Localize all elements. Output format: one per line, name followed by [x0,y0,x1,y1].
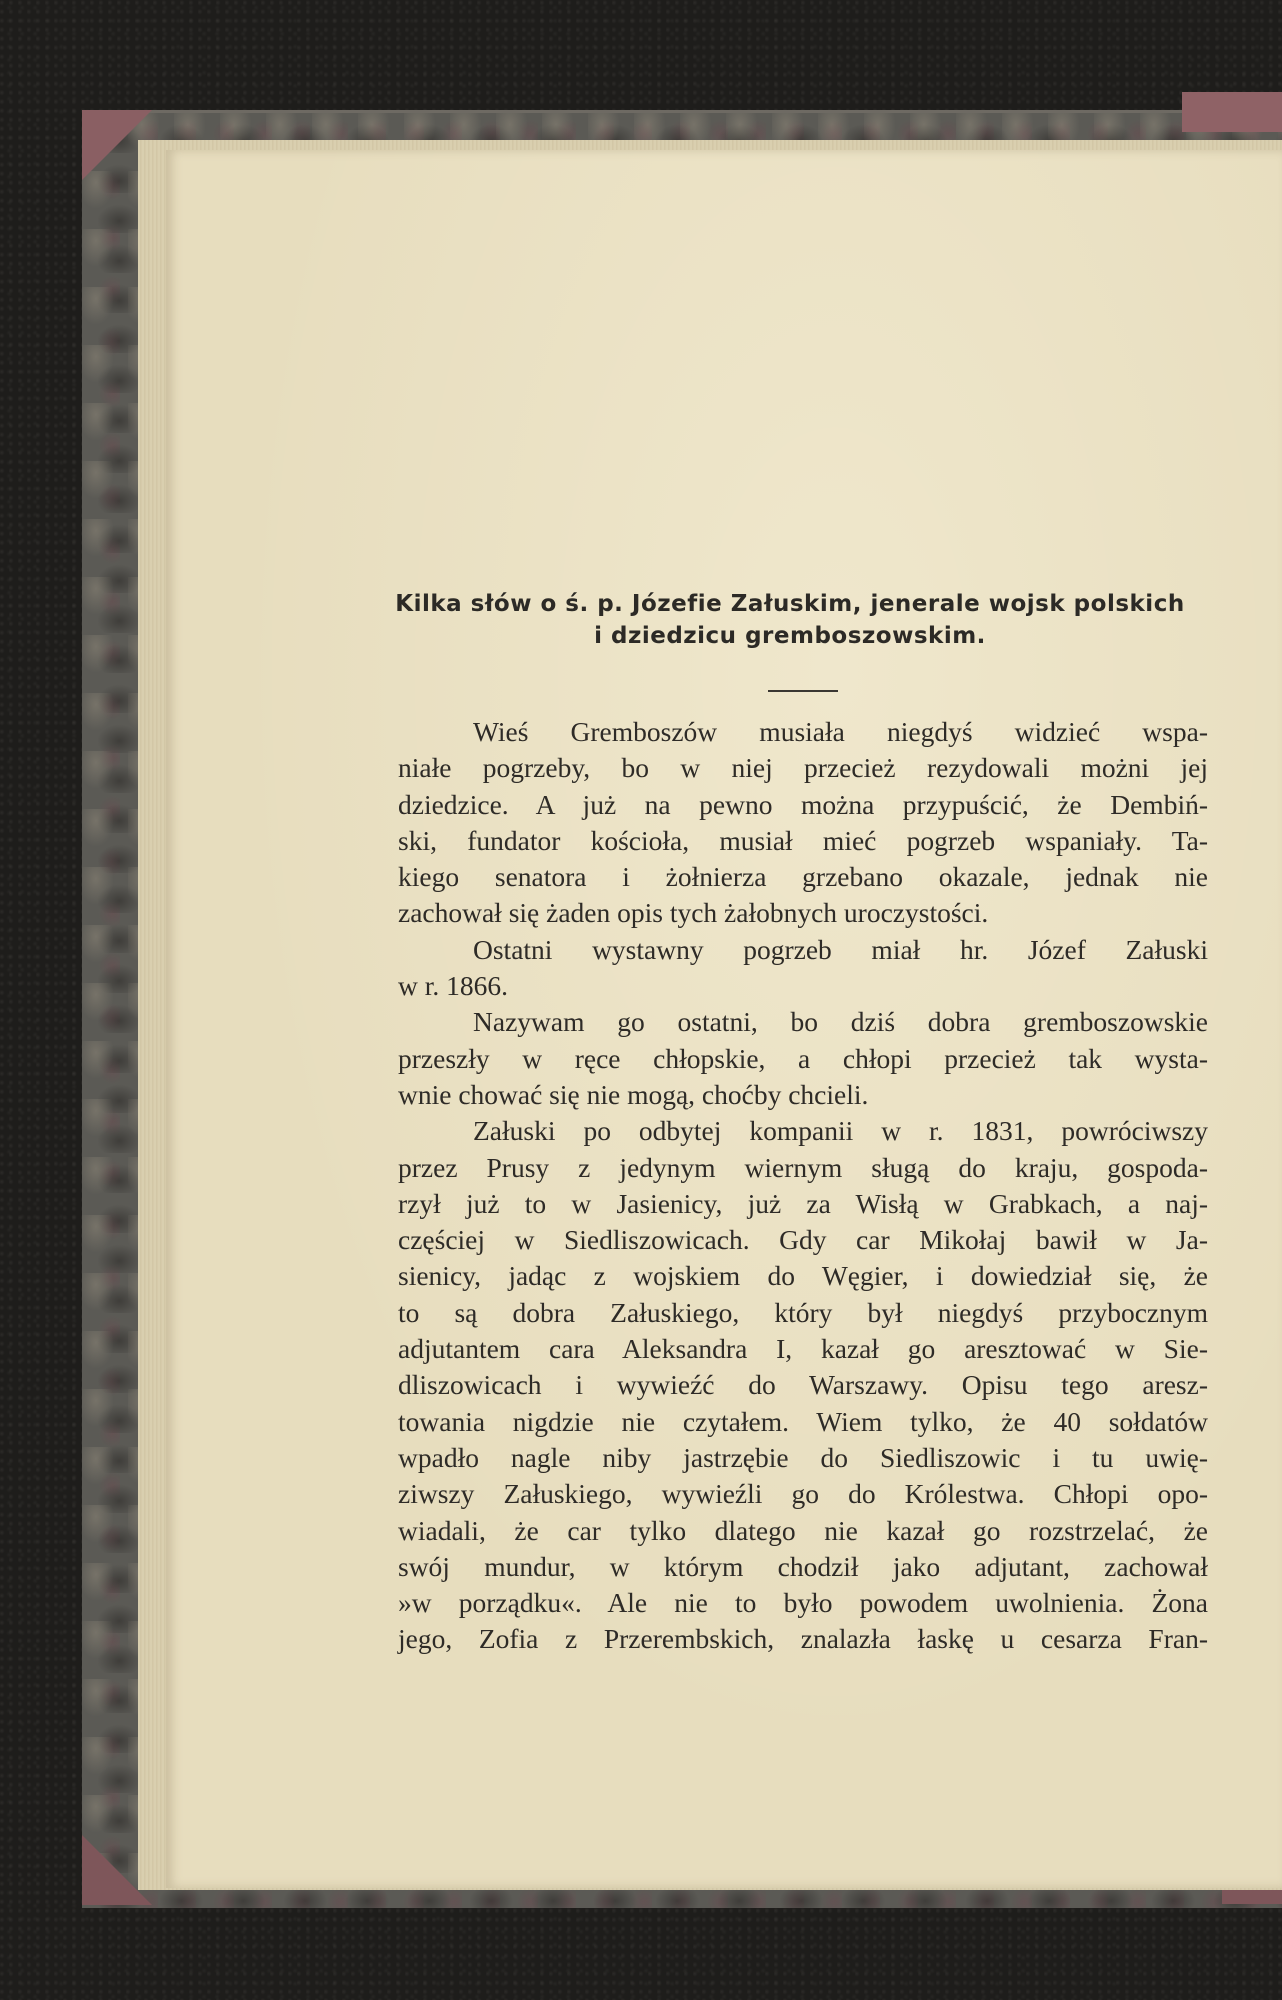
chapter-title [370,588,1210,652]
text-line: wpadło nagle niby jastrzębie do Siedliszowic i tu uwię- [398,1441,1208,1473]
text-line: ski, fundator kościoła, musiał mieć pogrzeb wspaniały. Ta- [398,824,1208,856]
cover-corner-top-right [1182,92,1282,132]
text-line: adjutantem cara Aleksandra I, kazał go aresztować w Sie- [398,1333,1208,1365]
text-line: ziwszy Załuskiego, wywieźli go do Królestwa. Chłopi opo- [398,1478,1208,1510]
text-line: Ostatni wystawny pogrzeb miał hr. Józef Załuski [473,933,1208,965]
text-line: Nazywam go ostatni, bo dziś dobra gremboszowskie [473,1006,1208,1038]
text-line: Załuski po odbytej kompanii w r. 1831, powróciwszy [473,1115,1208,1147]
text-line: zachował się żaden opis tych żałobnych uroczystości. [398,897,989,929]
text-line: dliszowicach i wywieźć do Warszawy. Opisu tego aresz- [398,1369,1208,1401]
text-line: Wieś Gremboszów musiała niegdyś widzieć wspa- [473,716,1208,747]
text-line: »w porządku«. Ale nie to było powodem uwolnienia. Żona [398,1587,1208,1619]
chapter-title-line-2: i dziedzicu gremboszowskim. [594,623,986,649]
text-line: niałe pogrzeby, bo w niej przecież rezydowali możni jej [398,752,1208,784]
text-line: w r. 1866. [398,970,508,1002]
title-divider [768,690,838,692]
text-line: to są dobra Załuskiego, który był niegdyś przybocznym [398,1296,1208,1328]
chapter-title-line-1: Kilka słów o ś. p. Józefie Załuskim, jenerale wojsk polskich [395,591,1185,617]
text-line: swój mundur, w którym chodził jako adjutant, zachował [398,1550,1208,1582]
text-line: dziedzice. A już na pewno można przypuścić, że Dembiń- [398,788,1208,820]
body-text [398,714,1208,1658]
text-line: kiego senatora i żołnierza grzebano okazale, jednak nie [398,861,1208,893]
text-line: sienicy, jadąc z wojskiem do Węgier, i dowiedział się, że [398,1260,1208,1292]
text-line: wiadali, że car tylko dlatego nie kazał go rozstrzelać, że [398,1514,1208,1546]
text-line: rzył już to w Jasienicy, już za Wisłą w Grabkach, a naj- [398,1187,1208,1219]
text-line: towania nigdzie nie czytałem. Wiem tylko, że 40 sołdatów [398,1405,1208,1437]
text-line: wnie chować się nie mogą, choćby chcieli. [398,1078,869,1110]
text-line: przeszły w ręce chłopskie, a chłopi przecież tak wysta- [398,1042,1208,1074]
text-line: jego, Zofia z Przerembskich, znalazła łaskę u cesarza Fran- [398,1623,1208,1655]
text-line: przez Prusy z jedynym wiernym sługą do kraju, gospoda- [398,1151,1208,1183]
text-line: częściej w Siedliszowicach. Gdy car Mikołaj bawił w Ja- [398,1224,1208,1256]
